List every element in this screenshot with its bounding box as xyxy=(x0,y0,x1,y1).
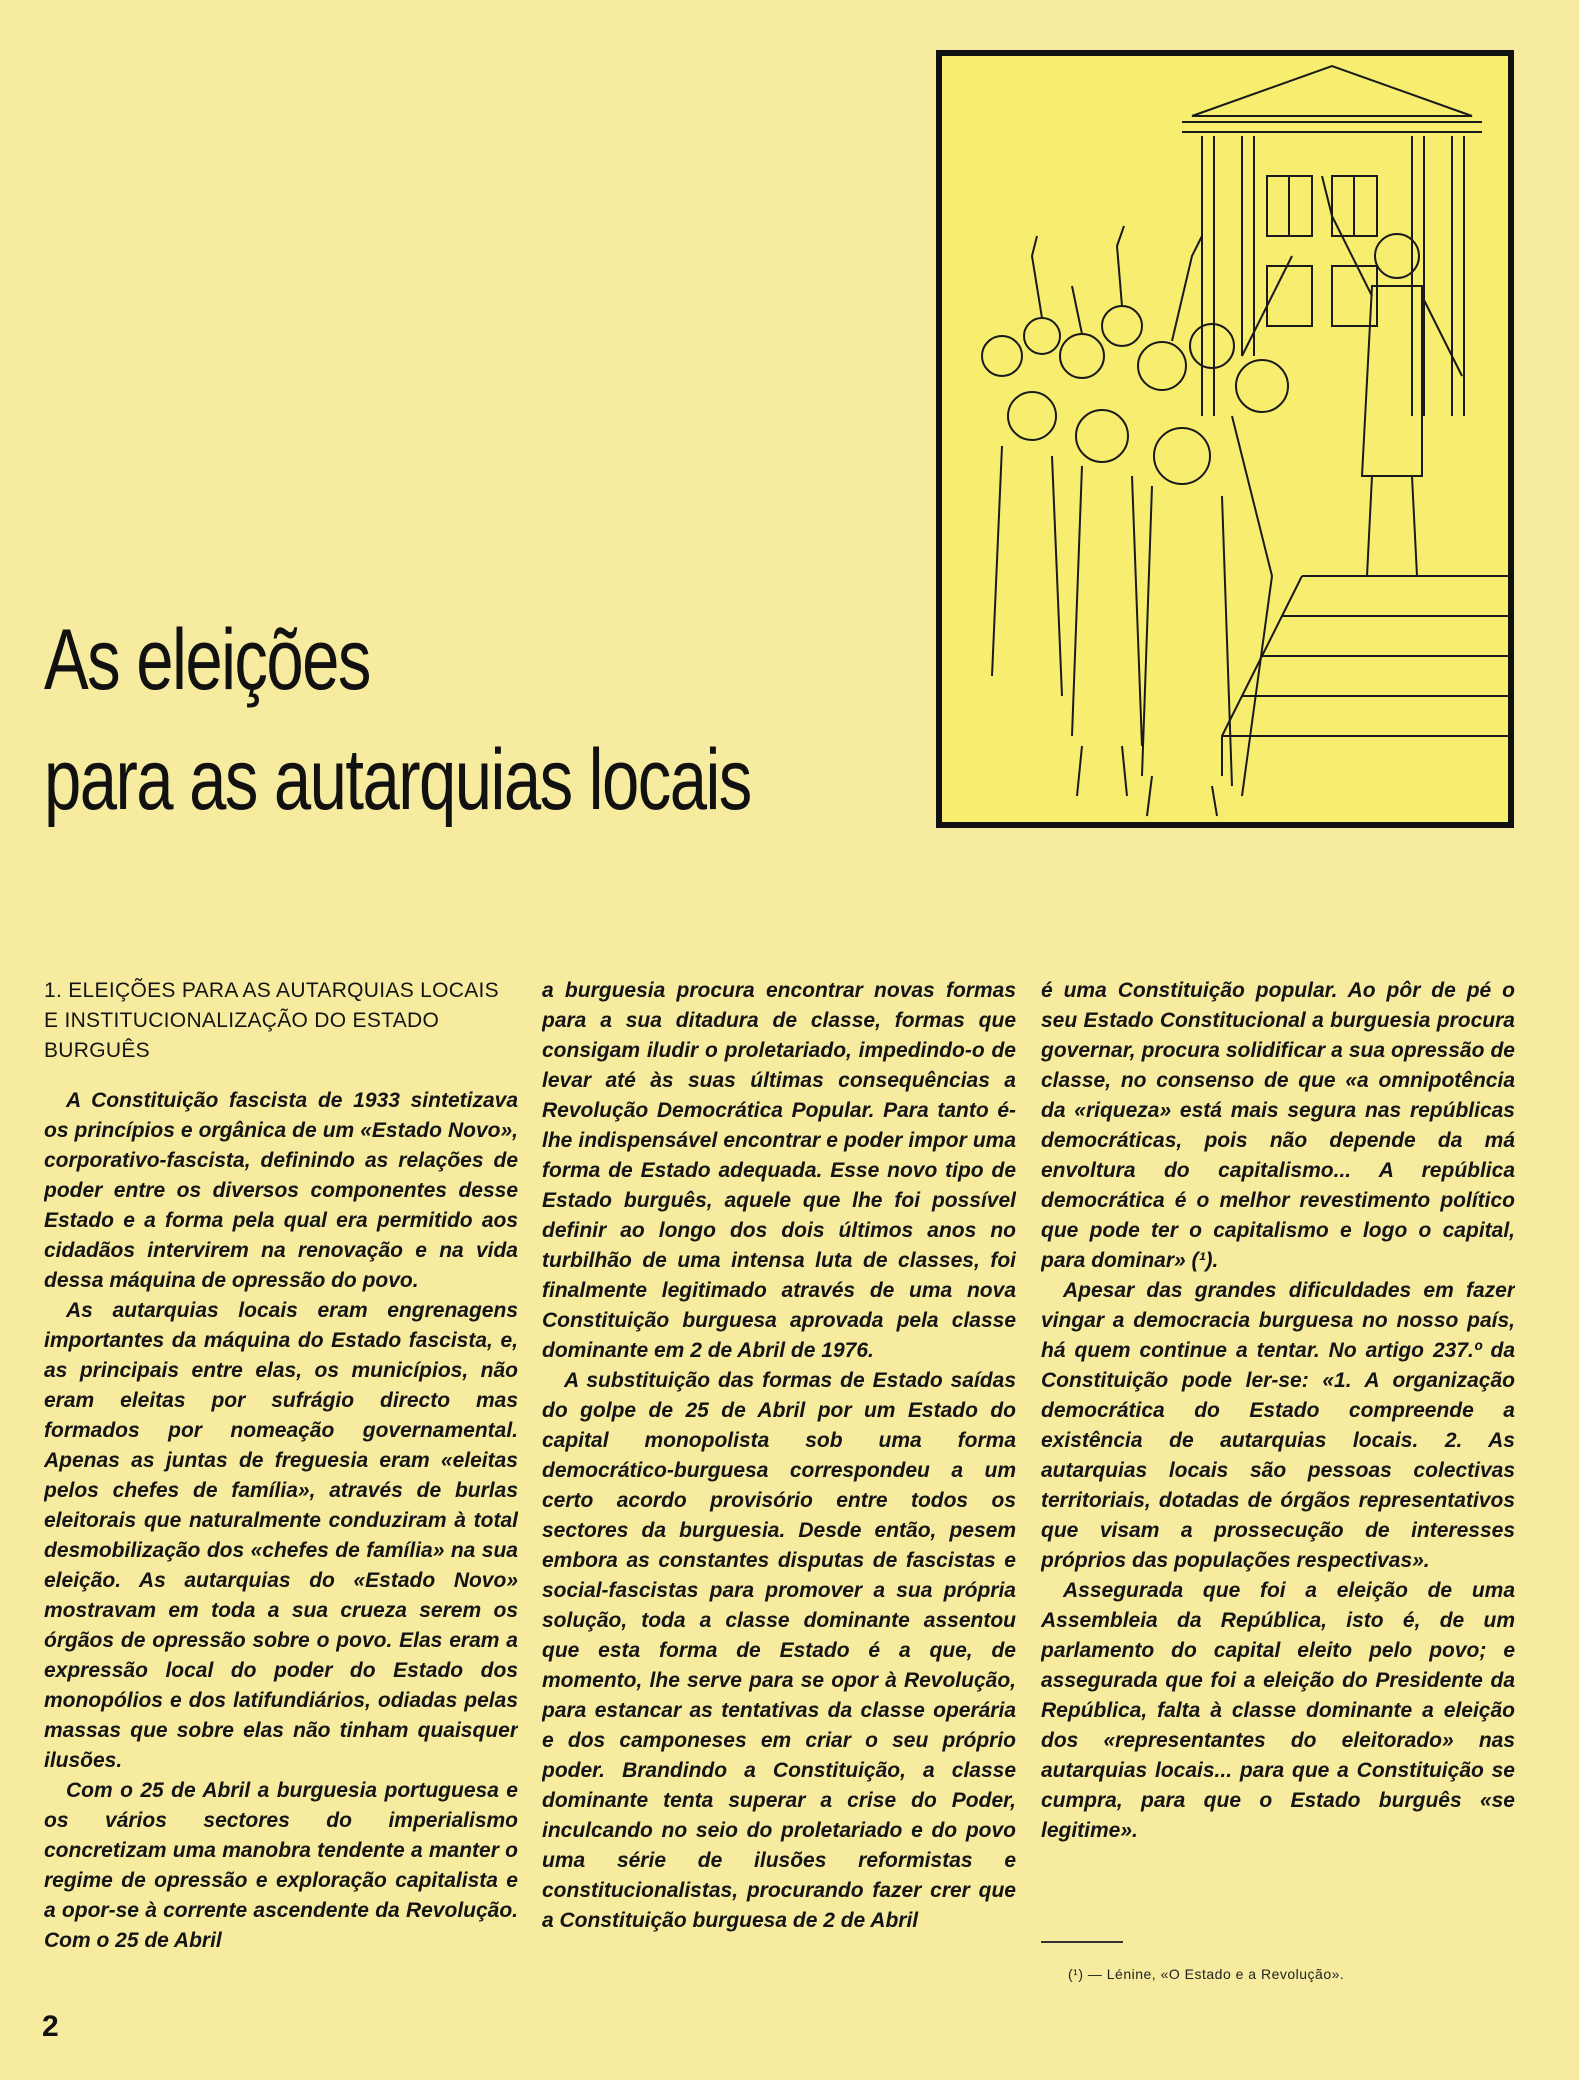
article-title-line-2: para as autarquias locais xyxy=(44,732,751,828)
paragraph-2: As autarquias locais eram engrenagens importantes da máquina do Estado fascista, e, as principais entre elas, os municípios, não eram eleitas por sufrágio directo mas formados por nomeação governamental. Apenas as juntas de freguesia eram «eleitas pelos chefes de família», através de burlas eleitorais que naturalmente conduziram à total desmobilização dos «chefes de família» na sua eleição. As autarquias do «Estado Novo» mostravam em toda a sua crueza serem os órgãos de opressão sobre o povo. Elas eram a expressão local do poder do Estado dos monopólios e dos latifundiários, odiadas pelas massas que sobre elas não tinham quaisquer ilusões. xyxy=(44,1299,518,1772)
paragraph-4-start: A substituição das formas de Estado saídas do golpe de 25 de Abril por um Estado do capital monopolista sob uma forma democrático-burguesa correspondeu a um certo acordo provisório entre todos os sectores da burguesia. Desde então, pesem embora as constantes disputas de fascistas e social-fascistas para promover a sua própria solução, toda a classe dominante assentou que esta forma de Estado é a que, de momento, lhe serve para se opor à Revolução, para estancar as tentativas da classe operária e dos camponeses em criar o seu próprio poder. Brandindo a Constituição, a classe dominante tenta superar a crise do Poder, inculcando no seio do proletariado e do povo uma série de ilusões reformistas e constitucionalistas, procurando fazer crer que a Constituição burguesa de 2 de Abril xyxy=(542,1369,1016,1932)
footnote-divider xyxy=(1041,1941,1123,1943)
paragraph-4-end: é uma Constituição popular. Ao pôr de pé o seu Estado Constitucional a burguesia procura governar, procura solidificar a sua opressão de classe, no consenso de que «a omnipotência da «riqueza» está mais segura nas repúblicas democráticas, pois não depende da má envoltura do capitalismo... A república democrática é o melhor revestimento político que pode ter o capitalismo e logo o capital, para dominar» (¹). xyxy=(1041,979,1515,1272)
article-title-line-1: As eleições xyxy=(44,612,370,708)
paragraph-5: Apesar das grandes dificuldades em fazer vingar a democracia burguesa no nosso país, há quem continue a tentar. No artigo 237.º da Constituição pode ler-se: «1. A organização democrática do Estado compreende a existência de autarquias locais. 2. As autarquias locais são pessoas colectivas territoriais, dotadas de órgãos representativos que visam a prossecução de interesses próprios das populações respectivas». xyxy=(1041,1279,1515,1572)
text-column-1 xyxy=(44,976,518,1986)
building-pediment-shape xyxy=(1192,66,1472,116)
text-column-3 xyxy=(1041,976,1515,1986)
section-heading: 1. ELEIÇÕES PARA AS AUTARQUIAS LOCAIS E INSTITUCIONALIZAÇÃO DO ESTADO BURGUÊS xyxy=(44,979,499,1062)
footnote: (¹) — Lénine, «O Estado e a Revolução». xyxy=(1068,1966,1345,1982)
paragraph-3-end: a burguesia procura encontrar novas formas para a sua ditadura de classe, formas que consigam iludir o proletariado, impedindo-o de levar até às suas últimas consequências a Revolução Democrática Popular. Para tanto é-lhe indispensável encontrar e poder impor uma forma de Estado adequada. Esse novo tipo de Estado burguês, aquele que lhe foi possível definir ao longo dos dois últimos anos no turbilhão de uma intensa luta de classes, foi finalmente legitimado através de uma nova Constituição burguesa aprovada pela classe dominante em 2 de Abril de 1976. xyxy=(542,979,1016,1362)
paragraph-6: Assegurada que foi a eleição de uma Assembleia da República, isto é, de um parlamento do capital eleito pelo povo; e assegurada que foi a eleição do Presidente da República, falta à classe dominante a eleição dos «representantes do eleitorado» nas autarquias locais... para que a Constituição se cumpra, para que o Estado burguês «se legitime». xyxy=(1041,1579,1515,1842)
text-column-2 xyxy=(542,976,1016,1986)
article-title xyxy=(44,600,751,840)
paragraph-1: A Constituição fascista de 1933 sintetizava os princípios e orgânica de um «Estado Novo», corporativo-fascista, definindo as relações de poder entre os diversos componentes desse Estado e a forma pela qual era permitido aos cidadãos intervirem na renovação e na vida dessa máquina de opressão do povo. xyxy=(44,1089,518,1292)
page-number: 2 xyxy=(42,2010,59,2043)
illustration-drawing xyxy=(942,56,1508,822)
rally-crowd-illustration xyxy=(936,50,1514,828)
paragraph-3-start: Com o 25 de Abril a burguesia portuguesa e os vários sectores do imperialismo concretizam uma manobra tendente a manter o regime de opressão e exploração capitalista e a opor-se à corrente ascendente da Revolução. Com o 25 de Abril xyxy=(44,1779,518,1952)
